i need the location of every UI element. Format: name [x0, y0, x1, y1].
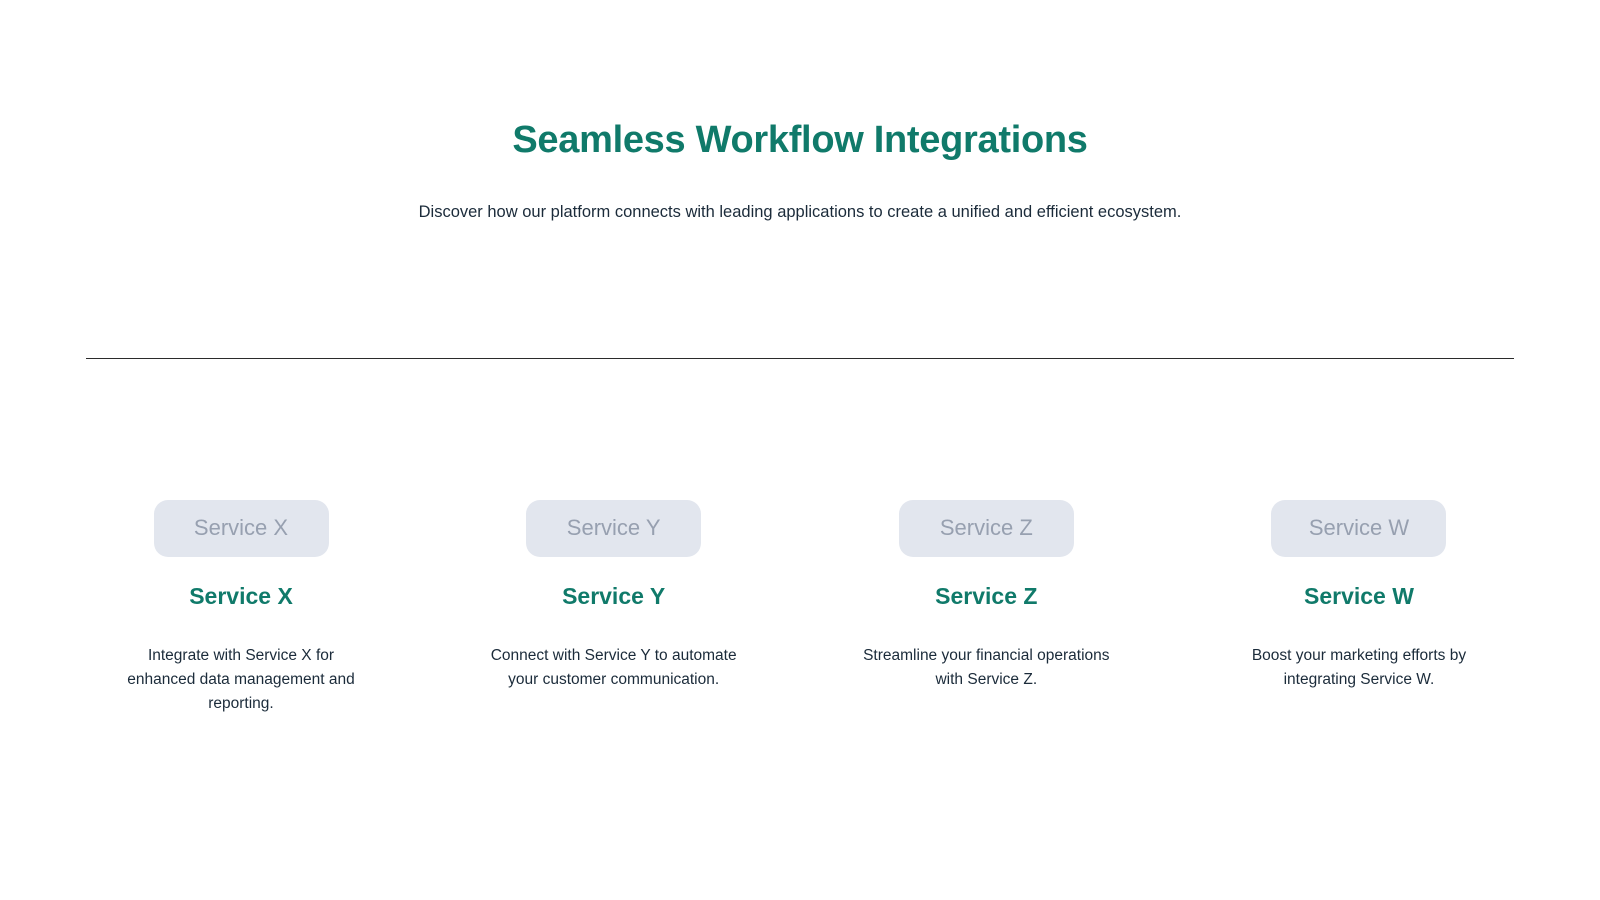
integration-card[interactable]	[86, 500, 396, 716]
section-divider	[86, 358, 1514, 359]
integration-card-title: Service W	[1303, 582, 1414, 609]
integration-card-title: Service Z	[935, 582, 1038, 609]
page-title: Seamless Workflow Integrations	[512, 119, 1088, 161]
hero-section	[0, 0, 1600, 224]
service-logo-icon: Service Y	[526, 500, 701, 557]
integration-card[interactable]	[459, 500, 769, 692]
integration-card-title: Service X	[189, 582, 293, 609]
integration-card-description: Boost your marketing efforts by integrating Service W.	[1251, 647, 1467, 689]
service-logo-icon: Service X	[154, 500, 329, 557]
integration-card[interactable]	[1204, 500, 1514, 692]
service-logo-icon: Service Z	[899, 500, 1074, 557]
integration-card-description: Connect with Service Y to automate your customer communication.	[490, 647, 737, 689]
integration-card-description: Integrate with Service X for enhanced data management and reporting.	[127, 647, 355, 713]
integration-card-title: Service Y	[562, 582, 666, 609]
integration-card-description: Streamline your financial operations with Service Z.	[863, 647, 1110, 689]
integration-card[interactable]	[831, 500, 1141, 692]
service-logo-icon: Service W	[1271, 500, 1446, 557]
integration-card-list	[86, 500, 1514, 716]
page-subtitle: Discover how our platform connects with leading applications to create a unified and efficient ecosystem.	[418, 202, 1182, 221]
